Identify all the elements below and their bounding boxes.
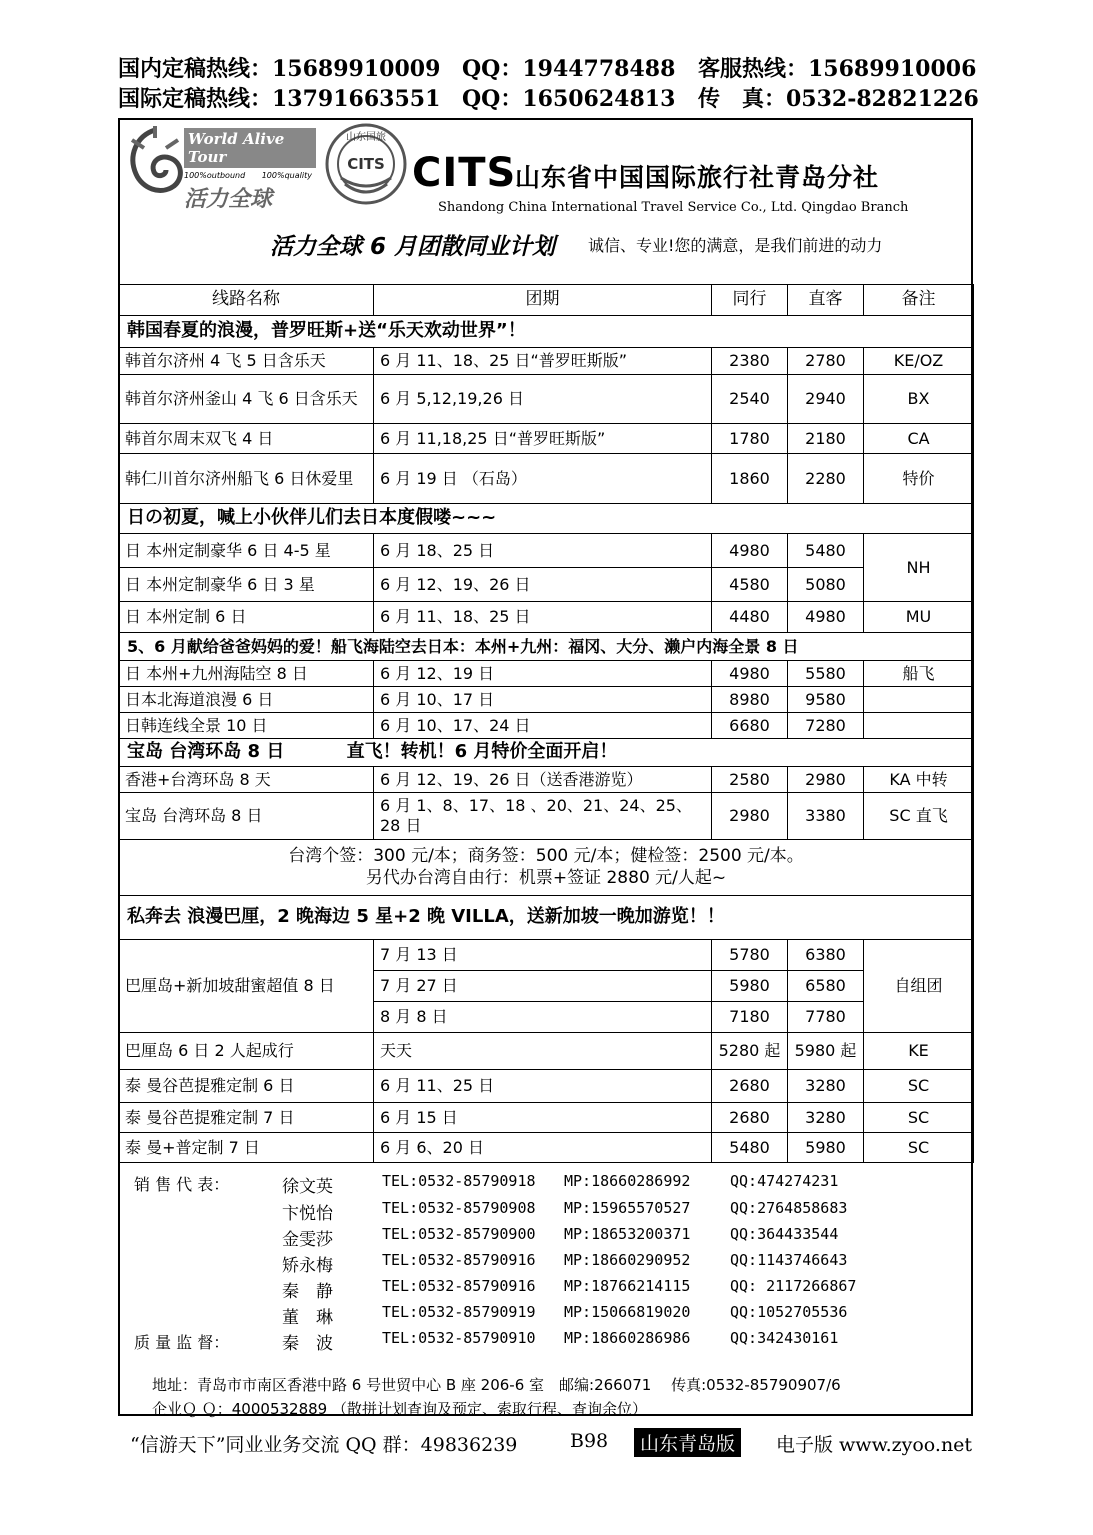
logo-sub1: 100%outbound	[184, 171, 246, 180]
edition-badge: 山东青岛版	[634, 1428, 741, 1457]
domestic-hotline: 国内定稿热线：15689910009	[118, 56, 441, 82]
sales-qq: QQ: 2117266867	[730, 1277, 857, 1295]
sales-tel: TEL:0532-85790918	[382, 1172, 536, 1190]
footer-qq-group: “信游天下”同业业务交流 QQ 群：49836239	[130, 1434, 518, 1456]
table-row: 韩首尔济州 4 飞 5 日含乐天 6 月 11、18、25 日“普罗旺斯版” 2380 2780 KE/OZ	[119, 348, 974, 375]
address-block	[118, 1372, 973, 1422]
sales-tel: TEL:0532-85790910	[382, 1329, 536, 1347]
table-row: 香港+台湾环岛 8 天 6 月 12、19、26 日（送香港游览） 2580 2980 KA 中转	[119, 767, 974, 793]
section-japan: 日の初夏，喊上小伙伴儿们去日本度假喽~~~	[119, 504, 974, 534]
service-hotline: 客服热线：15689910006	[698, 56, 977, 82]
table-row: 日 本州定制豪华 6 日 4-5 星 6 月 18、25 日 4980 5480 NH	[119, 534, 974, 568]
table-row: 7 月 27 日 5980 6580	[119, 971, 974, 1002]
section-parents: 5、6 月献给爸爸妈妈的爱！船飞海陆空去日本：本州+九州：福冈、大分、濑户内海全景 8 日	[119, 633, 974, 661]
logo-cn: 活力全球	[184, 187, 273, 212]
table-row: 日 本州定制 6 日 6 月 11、18、25 日 4480 4980 MU	[119, 602, 974, 633]
sales-qq: QQ:1052705536	[730, 1303, 848, 1321]
table-row: 泰 曼谷芭提雅定制 6 日 6 月 11、25 日 2680 3280 SC	[119, 1070, 974, 1103]
sales-name: 金雯莎	[282, 1230, 333, 1250]
sales-name: 矫永梅	[282, 1256, 333, 1276]
sales-tel: TEL:0532-85790900	[382, 1225, 536, 1243]
sales-mobile: MP:15066819020	[564, 1303, 691, 1321]
address: 地址：青岛市市南区香港中路 6 号世贸中心 B 座 206-6 室 邮编:266071 传真:0532-85790907/6	[152, 1376, 841, 1394]
swirl-logo-icon	[124, 126, 186, 200]
sales-qq: QQ:342430161	[730, 1329, 839, 1347]
intl-hotline: 国际定稿热线：13791663551	[118, 86, 441, 112]
seal-cits: CITS	[347, 155, 385, 173]
visa-note-2: 另代办台湾自由行：机票+签证 2880 元/人起~	[365, 867, 727, 888]
sales-qq: QQ:2764858683	[730, 1199, 848, 1217]
seal-text: 山东国旅	[346, 132, 386, 143]
cits-wordmark: CITS	[412, 150, 517, 196]
col-trade: 同行	[712, 285, 788, 316]
fax-line: 传 真：0532-82821226	[698, 86, 979, 112]
col-route: 线路名称	[119, 285, 374, 316]
table-row: 8 月 8 日 7180 7780	[119, 1002, 974, 1033]
plan-title: 活力全球 6 月团散同业计划	[270, 234, 556, 260]
section-korea: 韩国春夏的浪漫，普罗旺斯+送“乐天欢动世界”！	[119, 316, 974, 348]
route-price-table	[118, 284, 974, 1163]
qc-label: 质 量 监 督：	[134, 1333, 230, 1352]
enterprise-qq: 企业Ｑ Ｑ：4000532889 （散拼计划查询及预定、索取行程、查询余位）	[152, 1400, 647, 1418]
sales-name: 秦 波	[282, 1334, 333, 1354]
footer-site: 电子版 www.zyoo.net	[776, 1434, 973, 1456]
table-row: 韩首尔周末双飞 4 日 6 月 11,18,25 日“普罗旺斯版” 1780 2180 CA	[119, 424, 974, 454]
logo-brand: World Alive Tour	[184, 128, 316, 168]
table-row: 日本北海道浪漫 6 日 6 月 10、17 日 8980 9580	[119, 687, 974, 713]
table-row: 韩首尔济州釜山 4 飞 6 日含乐天 6 月 5,12,19,26 日 2540 2940 BX	[119, 375, 974, 424]
intl-qq: QQ：1650624813	[462, 86, 676, 112]
table-row: 日 本州定制豪华 6 日 3 星 6 月 12、19、26 日 4580 5080	[119, 568, 974, 602]
sales-tel: TEL:0532-85790908	[382, 1199, 536, 1217]
sales-mobile: MP:18660286986	[564, 1329, 691, 1347]
sales-name: 秦 静	[282, 1282, 333, 1302]
table-row: 泰 曼谷芭提雅定制 7 日 6 月 15 日 2680 3280 SC	[119, 1103, 974, 1133]
table-row: 巴厘岛+新加坡甜蜜超值 8 日 7 月 13 日 5780 6380 自组团	[119, 940, 974, 971]
col-note: 备注	[864, 285, 974, 316]
sales-name: 卞悦怡	[282, 1204, 333, 1224]
table-row: 韩仁川首尔济州船飞 6 日休爱里 6 月 19 日 （石岛） 1860 2280 特价	[119, 454, 974, 504]
domestic-qq: QQ：1944778488	[462, 56, 676, 82]
world-alive-tour-logo	[184, 128, 316, 212]
table-header-row	[119, 285, 974, 316]
table-row: 日韩连线全景 10 日 6 月 10、17、24 日 6680 7280	[119, 713, 974, 739]
sales-qq: QQ:1143746643	[730, 1251, 848, 1269]
sales-name: 董 琳	[282, 1308, 333, 1328]
table-row: 泰 曼+普定制 7 日 6 月 6、20 日 5480 5980 SC	[119, 1133, 974, 1163]
sales-mobile: MP:18660290952	[564, 1251, 691, 1269]
visa-note-1: 台湾个签：300 元/本；商务签：500 元/本；健检签：2500 元/本。	[288, 846, 804, 867]
footer-page: B98	[570, 1430, 609, 1452]
logo-sub2: 100%quality	[261, 171, 312, 180]
rep-label: 销 售 代 表：	[134, 1175, 230, 1194]
section-taiwan: 宝岛 台湾环岛 8 日 直飞！转机！6 月特价全面开启！	[119, 739, 974, 767]
col-dates: 团期	[374, 285, 712, 316]
company-name-en: Shandong China International Travel Service Co., Ltd. Qingdao Branch	[438, 200, 909, 215]
cits-seal-icon	[323, 122, 409, 206]
table-row: 巴厘岛 6 日 2 人起成行 天天 5280 起 5980 起 KE	[119, 1033, 974, 1070]
section-bali: 私奔去 浪漫巴厘，2 晚海边 5 星+2 晚 VILLA，送新加坡一晚加游览！！	[119, 896, 974, 940]
col-retail: 直客	[788, 285, 864, 316]
table-row: 宝岛 台湾环岛 8 日 6 月 1、8、17、18 、20、21、24、25、28 日 2980 3380 SC 直飞	[119, 793, 974, 840]
sales-mobile: MP:18766214115	[564, 1277, 691, 1295]
sales-tel: TEL:0532-85790916	[382, 1277, 536, 1295]
visa-note-row	[119, 840, 974, 896]
sales-name: 徐文英	[282, 1177, 333, 1197]
sales-qq: QQ:364433544	[730, 1225, 839, 1243]
slogan: 诚信、专业!您的满意，是我们前进的动力	[588, 236, 883, 255]
sales-mobile: MP:18660286992	[564, 1172, 691, 1190]
sales-qq: QQ:474274231	[730, 1172, 839, 1190]
sales-tel: TEL:0532-85790919	[382, 1303, 536, 1321]
company-name-cn: 山东省中国国际旅行社青岛分社	[515, 163, 880, 192]
sales-mobile: MP:15965570527	[564, 1199, 691, 1217]
sales-mobile: MP:18653200371	[564, 1225, 691, 1243]
table-row: 日 本州+九州海陆空 8 日 6 月 12、19 日 4980 5580 船飞	[119, 661, 974, 687]
sales-tel: TEL:0532-85790916	[382, 1251, 536, 1269]
